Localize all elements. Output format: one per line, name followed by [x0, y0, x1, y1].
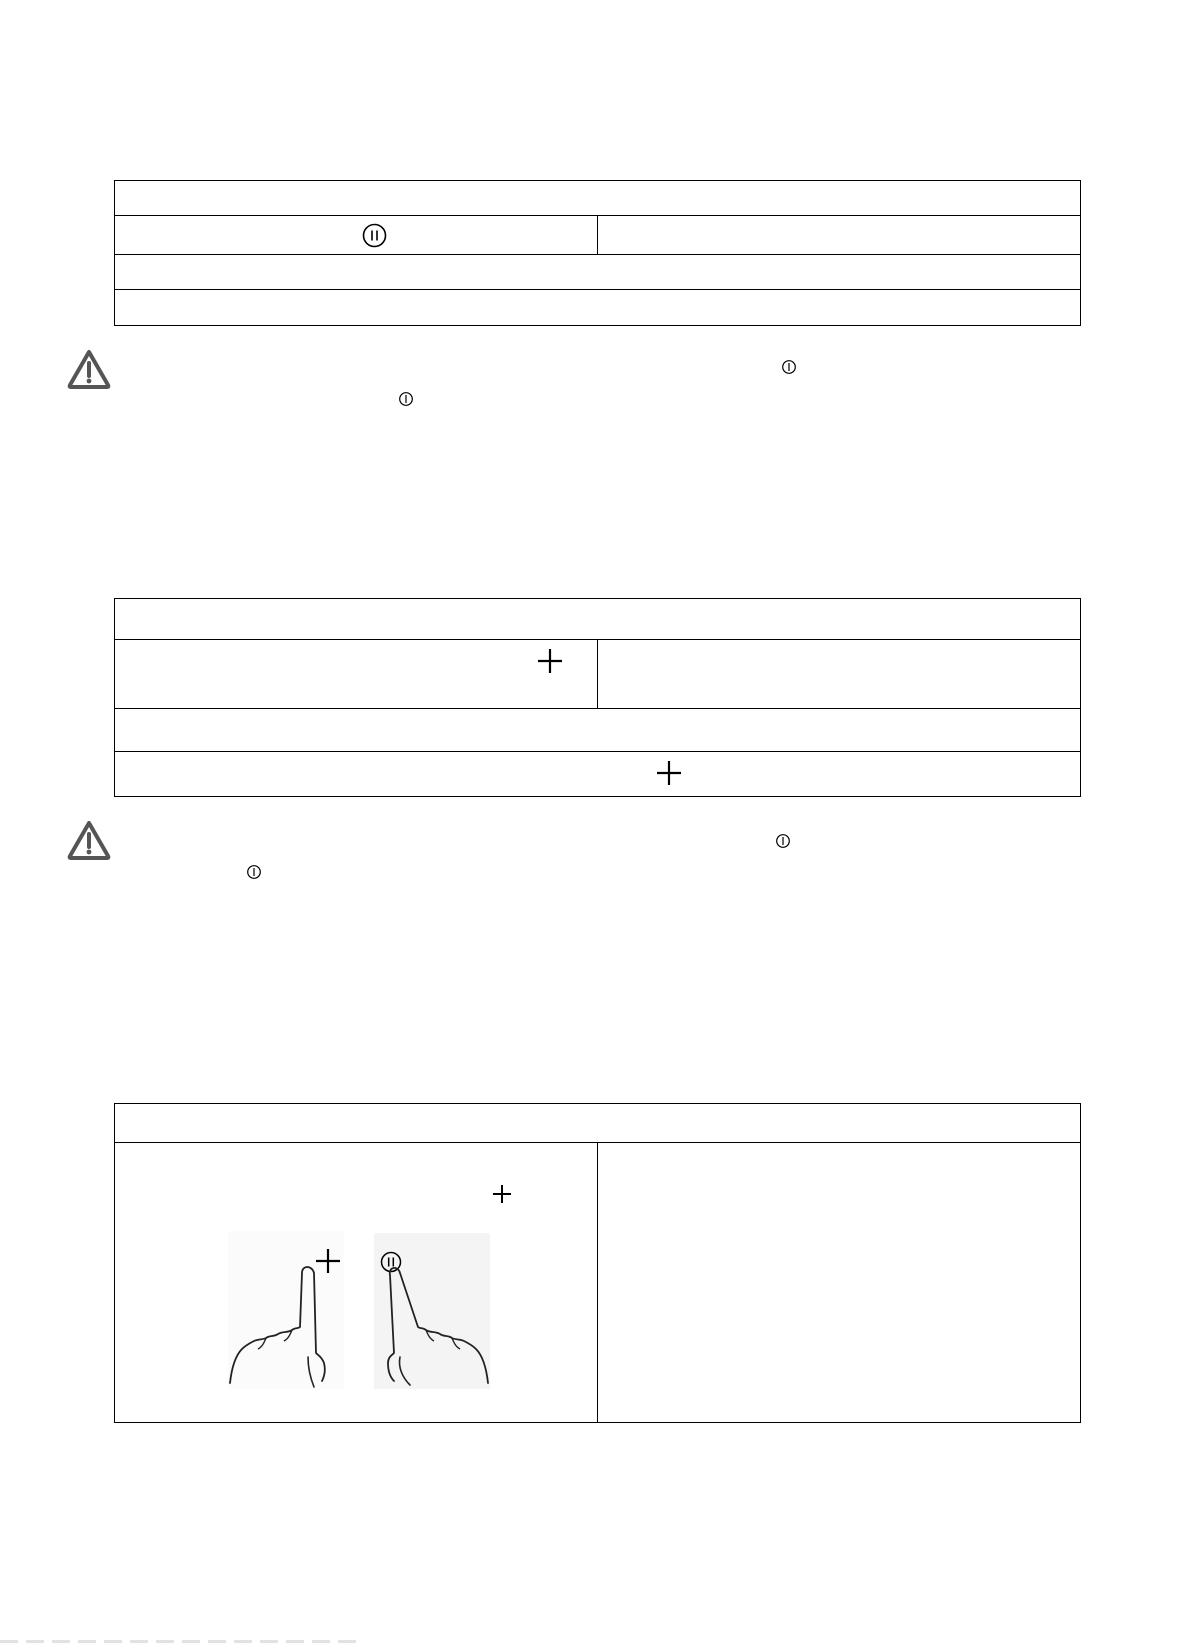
table-2-column-divider [597, 639, 598, 708]
warning-triangle-icon [66, 819, 112, 861]
warning-triangle-icon [66, 348, 112, 390]
power-symbol-icon [775, 833, 791, 849]
power-symbol-icon [246, 864, 262, 880]
hand-illustration-pause [374, 1233, 490, 1389]
table-1-row-divider-2 [114, 254, 1081, 255]
bottom-scan-artifact [0, 1640, 360, 1643]
power-symbol-icon [398, 391, 414, 407]
table-2-row-divider-3 [114, 751, 1081, 752]
plus-icon [537, 648, 563, 674]
hand-pointing-icon [228, 1261, 344, 1389]
plus-icon [656, 760, 682, 786]
plus-icon [492, 1184, 512, 1204]
table-3-column-divider [597, 1142, 598, 1423]
power-symbol-icon [781, 359, 797, 375]
table-1-row-divider-3 [114, 289, 1081, 290]
hand-pointing-icon [374, 1261, 490, 1389]
table-1-column-divider [597, 215, 598, 254]
hand-illustration-plus [228, 1231, 344, 1389]
pause-circle-icon [362, 223, 387, 248]
table-2-row-divider-2 [114, 708, 1081, 709]
